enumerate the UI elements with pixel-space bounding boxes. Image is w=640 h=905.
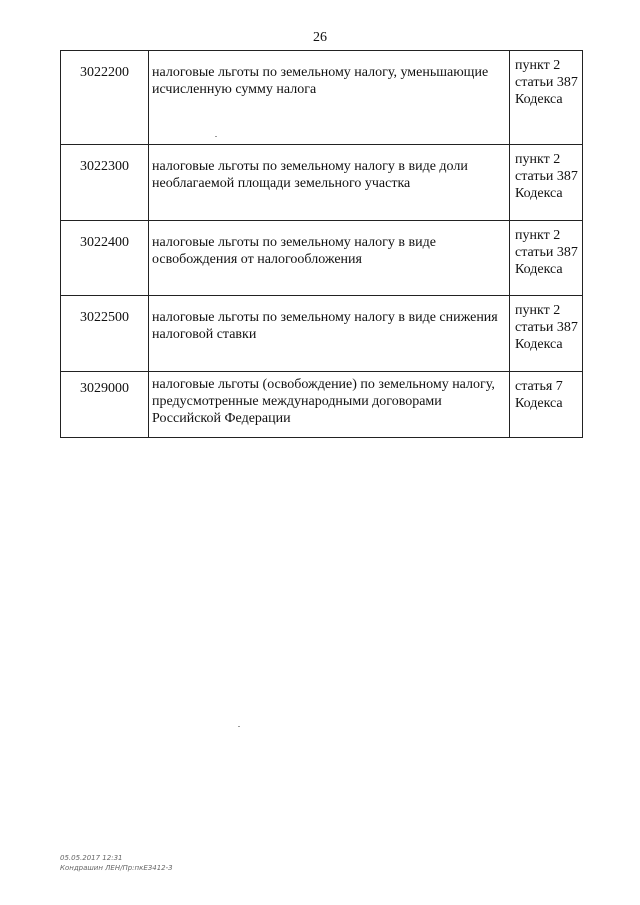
page-number: 26 [313, 30, 327, 45]
description-cell: налоговые льготы по земельному налогу в виде доли необлагаемой площади земельного участка [149, 145, 510, 221]
code-table [60, 50, 583, 438]
reference-line: статьи 387 [515, 245, 578, 260]
description-cell: налоговые льготы по земельному налогу, уменьшающие исчисленную сумму налога [149, 51, 510, 145]
code-cell: 3022200 [61, 51, 149, 145]
code-cell: 3022500 [61, 296, 149, 372]
reference-line: Кодекса [515, 337, 563, 352]
reference-line: Кодекса [515, 92, 563, 107]
reference-line: пункт 2 [515, 303, 561, 318]
description-cell: налоговые льготы по земельному налогу в виде снижения налоговой ставки [149, 296, 510, 372]
reference-line: Кодекса [515, 396, 563, 411]
reference-line: Кодекса [515, 262, 563, 277]
reference-line: Кодекса [515, 186, 563, 201]
reference-line: статьи 387 [515, 75, 578, 90]
reference-line: статьи 387 [515, 320, 578, 335]
footer-stamp [60, 853, 173, 873]
reference-cell [510, 51, 583, 145]
table-row [61, 372, 583, 438]
footer-document-ref: Кондрашин ЛЕН/Пр:пкЕЗ412-3 [60, 864, 173, 872]
footer-timestamp: 05.05.2017 12:31 [60, 854, 123, 862]
reference-line: статьи 387 [515, 169, 578, 184]
description-cell: налоговые льготы по земельному налогу в виде освобождения от налогообложения [149, 221, 510, 296]
reference-cell [510, 372, 583, 438]
reference-cell [510, 145, 583, 221]
code-cell: 3022400 [61, 221, 149, 296]
scan-speck [215, 136, 217, 137]
code-cell: 3029000 [61, 372, 149, 438]
reference-line: статья 7 [515, 379, 563, 394]
reference-cell [510, 296, 583, 372]
code-cell: 3022300 [61, 145, 149, 221]
reference-line: пункт 2 [515, 58, 561, 73]
table-row [61, 51, 583, 145]
reference-line: пункт 2 [515, 228, 561, 243]
scan-speck [238, 726, 240, 727]
table-row [61, 145, 583, 221]
reference-cell [510, 221, 583, 296]
reference-line: пункт 2 [515, 152, 561, 167]
table-row [61, 296, 583, 372]
description-cell: налоговые льготы (освобождение) по земельному налогу, предусмотренные международными договорами Российской Федерации [149, 372, 510, 438]
table-row [61, 221, 583, 296]
